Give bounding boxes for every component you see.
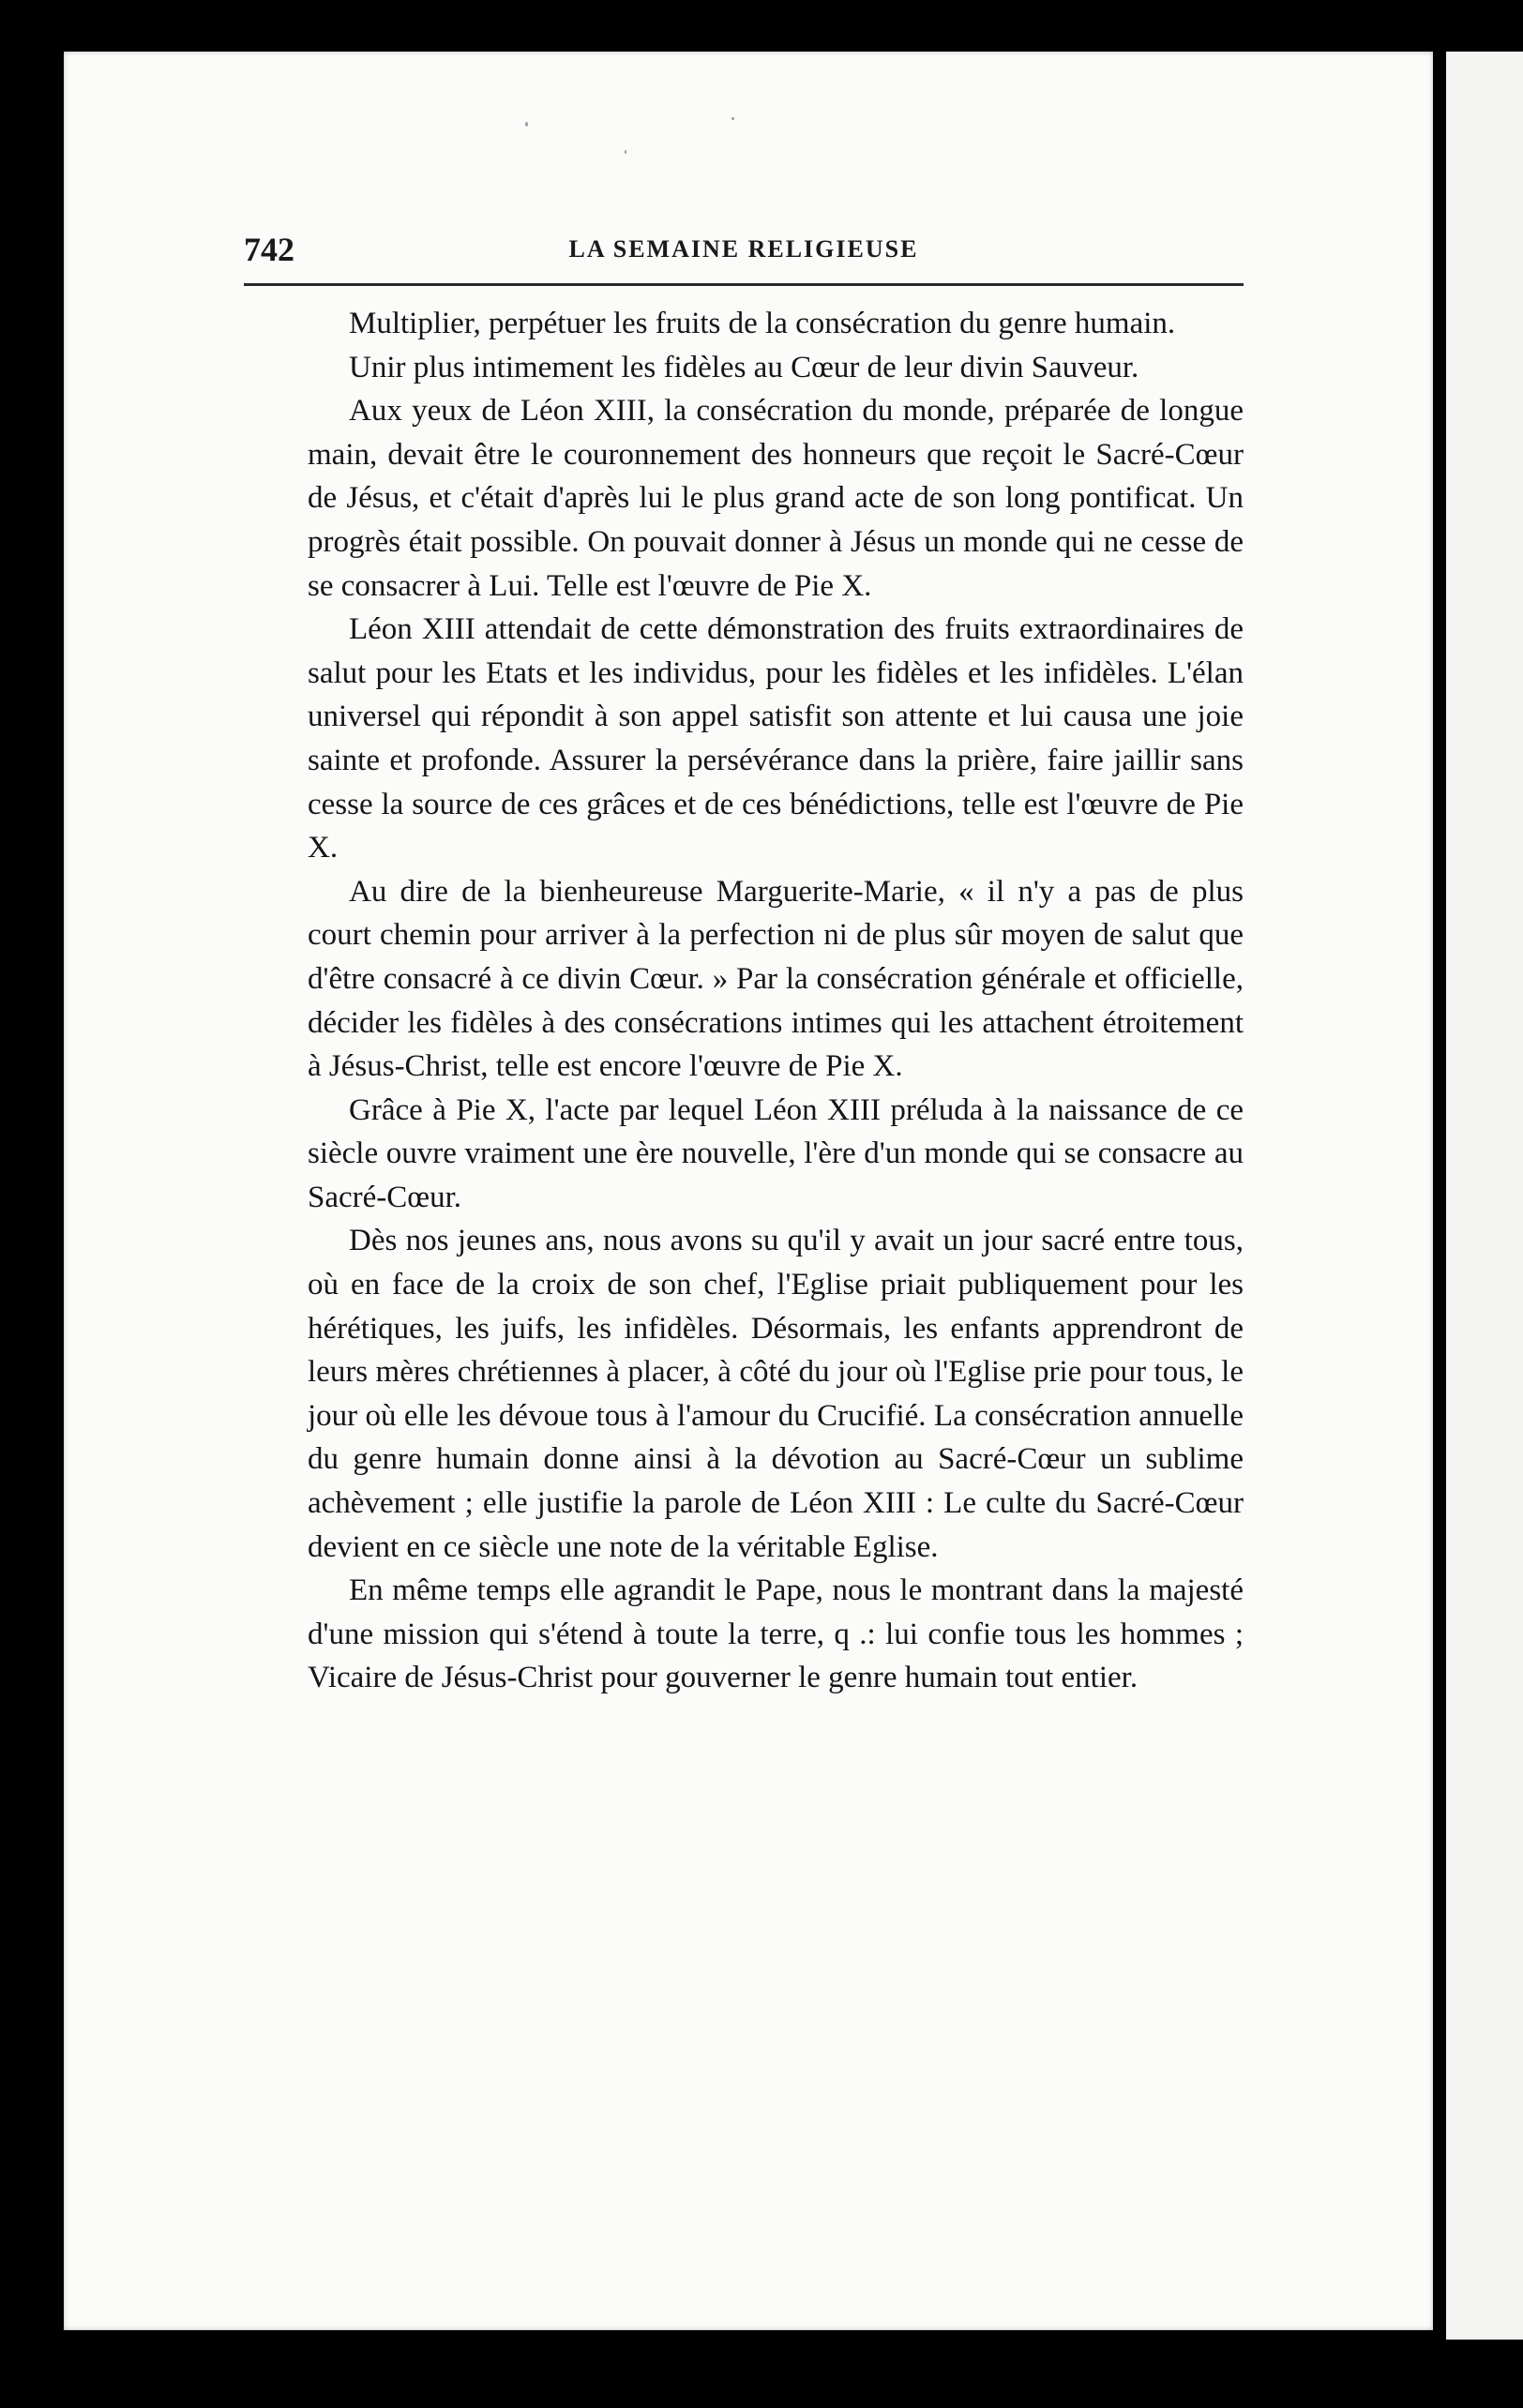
paragraph: Au dire de la bienheureuse Marguerite-Marie, « il n'y a pas de plus court chemin pour arriver à la perfection ni de plus sûr moyen de salut que d'être consacré à ce divin Cœur. » Par la consécration générale et officielle, décider les fidèles à des consécrations intimes qui les attachent étroitement à Jésus-Christ, telle est encore l'œuvre de Pie X. [308,874,1244,1084]
paragraph: Multiplier, perpétuer les fruits de la consécration du genre humain. [349,307,1176,340]
paragraph: Unir plus intimement les fidèles au Cœur de leur divin Sauveur. [349,350,1139,384]
paragraph: Grâce à Pie X, l'acte par lequel Léon XIII préluda à la naissance de ce siècle ouvre vraiment une ère nouvelle, l'ère d'un monde qui se consacre au Sacré-Cœur. [308,1092,1244,1214]
paragraph: Léon XIII attendait de cette démonstration des fruits extraordinaires de salut pour les Etats et les individus, pour les fidèles et les infidèles. L'élan universel qui répondit à son appel satisfit son attente et lui causa une joie sainte et profonde. Assurer la persévérance dans la prière, faire jaillir sans cesse la source de ces grâces et de ces bénédictions, telle est l'œuvre de Pie X. [308,612,1244,865]
header-rule [244,283,1244,286]
scan-speck [625,150,626,154]
page-header [244,230,1244,277]
running-title: LA SEMAINE RELIGIEUSE [568,235,919,263]
body-text [308,302,1244,1700]
scan-speck [525,122,528,127]
page-number: 742 [244,231,294,268]
scan-speck [731,117,734,120]
paragraph: Aux yeux de Léon XIII, la consécration du monde, préparée de longue main, devait être le couronnement des honneurs que reçoit le Sacré-Cœur de Jésus, et c'était d'après lui le plus grand acte de son long pontificat. Un progrès était possible. On pouvait donner à Jésus un monde qui ne cesse de se consacrer à Lui. Telle est l'œuvre de Pie X. [308,394,1244,603]
paragraph: Dès nos jeunes ans, nous avons su qu'il y avait un jour sacré entre tous, où en face de la croix de son chef, l'Eglise priait publiquement pour les hérétiques, les juifs, les infidèles. Désormais, les enfants apprendront de leurs mères chrétiennes à placer, à côté du jour où l'Eglise prie pour tous, le jour où elle les dévoue tous à l'amour du Crucifié. La consécration annuelle du genre humain donne ainsi à la dévotion au Sacré-Cœur un sublime achèvement ; elle justifie la parole de Léon XIII : Le culte du Sacré-Cœur devient en ce siècle une note de la véritable Eglise. [308,1224,1244,1564]
paragraph: En même temps elle agrandit le Pape, nous le montrant dans la majesté d'une mission qui s'étend à toute la terre, q .: lui confie tous les hommes ; Vicaire de Jésus-Christ pour gouverner le genre humain tout entier. [308,1573,1244,1695]
facing-page-edge [1446,52,1523,2340]
